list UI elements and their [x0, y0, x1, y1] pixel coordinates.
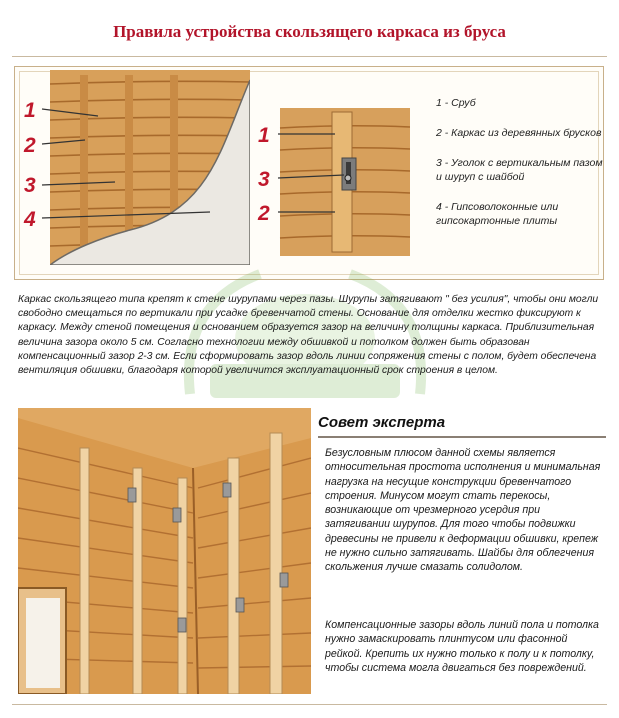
bottom-divider — [12, 704, 607, 705]
expert-paragraph: Компенсационные зазоры вдоль линий пола и потолка нужно замаскировать плинтусом или фасонной рейкой. Крепить их нужно только к полу и к потолку, чтобы система могла двигаться без повреждений. — [325, 619, 599, 674]
legend-item: 1 - Сруб — [436, 97, 476, 109]
expert-heading: Совет эксперта — [318, 414, 446, 431]
legend-item: 3 - Уголок с вертикальным пазом и шуруп с шайбой — [436, 157, 603, 183]
marker-4: 4 — [24, 208, 36, 231]
title-divider — [12, 56, 607, 57]
expert-paragraph: Безусловным плюсом данной схемы является относительная простота исполнения и минимальная нагрузка на несущие конструкции бревенчатого строения. Минусом могут стать перекосы, возникающие от чрезмерного усердия при затягивании шурупов. Для того чтобы подвижки древесины не привели к деформации обшивки, крепеж не нужно сильно затягивать. Шайбы для облегчения скольжения лучше смазать солидолом. — [325, 447, 601, 574]
marker-2: 2 — [24, 134, 36, 157]
description-text: Каркас скользящего типа крепят к стене шурупами через пазы. Шурупы затягивают " без усилия", чтобы они могли свободно смещаться по вертикали при усадке бревенчатой стены. Основание для отделки жестко фиксируют к каркасу. Между стеной помещения и основанием образуется зазор на величину толщины каркаса. Приблизительная величина зазора около 5 см. Согласно технологии между обшивкой и потолком должен быть образован компенсационный зазор 2-3 см. Если сформировать зазор вдоль линии сопряжения стены с полом, будет обеспечена вентиляция обшивки, благодаря которой увеличится эксплуатационный срок строения в целом. — [18, 294, 599, 377]
detail-marker-1: 1 — [258, 124, 270, 147]
detail-marker-3: 3 — [258, 168, 270, 191]
diagram-bracket-detail — [250, 100, 420, 260]
page-title: Правила устройства скользящего каркаса из бруса — [113, 22, 506, 41]
marker-1: 1 — [24, 99, 36, 122]
diagram-legend — [436, 96, 606, 244]
marker-3: 3 — [24, 174, 36, 197]
detail-marker-2: 2 — [258, 202, 270, 225]
legend-item: 4 - Гипсоволоконные или гипсокартонные плиты — [436, 201, 559, 227]
interior-photo — [18, 408, 311, 694]
legend-item: 2 - Каркас из деревянных брусков — [436, 127, 602, 139]
expert-divider — [318, 436, 606, 438]
diagram-left-wall — [20, 70, 270, 270]
